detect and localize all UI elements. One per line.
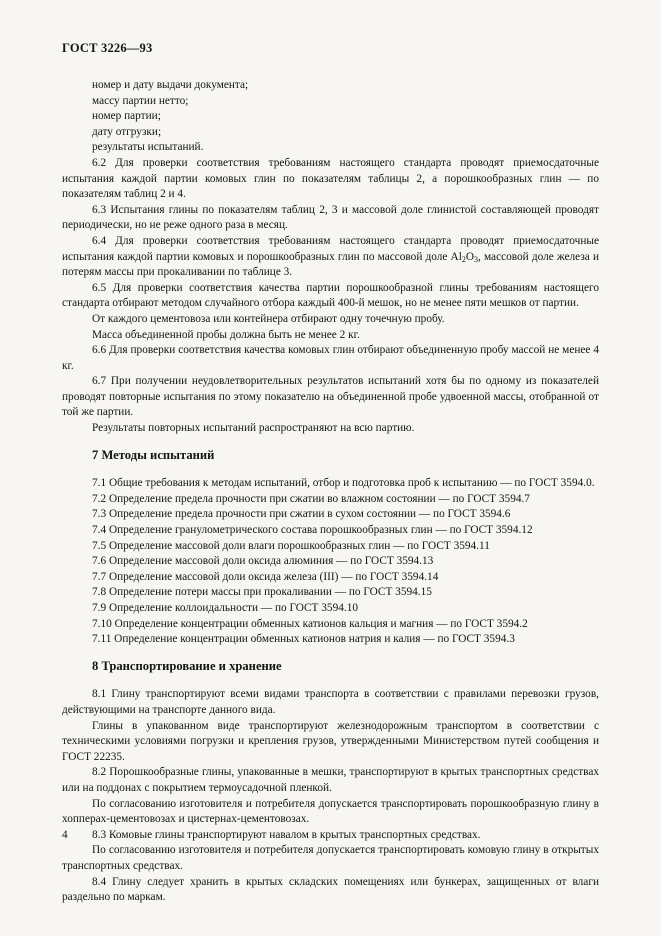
paragraph-6-7-b: Результаты повторных испытаний распространяют на всю партию.: [92, 422, 415, 435]
paragraph-8-2-b: По согласованию изготовителя и потребителя допускается транспортировать порошкообразную глину в хопперах-цементовозах и цистернах-цементовозах.: [62, 797, 599, 826]
paragraph-8-3: 8.3 Комовые глины транспортируют навалом в крытых транспортных средствах.: [92, 828, 481, 841]
list-item: дату отгрузки;: [92, 125, 162, 138]
document-body: [62, 78, 599, 906]
paragraph-8-3-b: По согласованию изготовителя и потребителя допускается транспортировать комовую глину в открытых транспортных средствах.: [62, 844, 599, 872]
subscript-3: 3: [474, 254, 479, 264]
document-header: ГОСТ 3226—93: [62, 41, 153, 55]
section-7-title: 7 Методы испытаний: [92, 447, 215, 462]
paragraph-6-2: 6.2 Для проверки соответствия требованиям настоящего стандарта проводят приемосдаточные испытания каждой партии комовых глин по показателям таблицы 2, а порошкообразных глин — по показателям таблиц 2 и 4.: [62, 156, 599, 201]
list-item: номер партии;: [92, 110, 161, 123]
list-item: 7.10 Определение концентрации обменных катионов кальция и магния — по ГОСТ 3594.2: [92, 617, 528, 630]
subscript-2: 2: [461, 254, 466, 264]
list-item: 7.7 Определение массовой доли оксида железа (III) — по ГОСТ 3594.14: [92, 570, 439, 583]
list-item: 7.9 Определение коллоидальности — по ГОСТ 3594.10: [92, 602, 358, 614]
list-item: 7.2 Определение предела прочности при сжатии во влажном состоянии — по ГОСТ 3594.7: [92, 492, 530, 505]
paragraph-6-4-text-b: O: [465, 250, 475, 263]
paragraph-6-7: 6.7 При получении неудовлетворительных результатов испытаний хотя бы по одному из показателей проводят повторные испытания по этому показателю на объединенной пробе удвоенной массы, отобранной от той же партии.: [62, 375, 599, 419]
paragraph-8-1-b: Глины в упакованном виде транспортируют железнодорожным транспортом в соответствии с техническими условиями погрузки и крепления грузов, утвержденными Министерством путей сообщения и ГОСТ 22235.: [62, 719, 599, 763]
paragraph-6-4-text-a: 6.4 Для проверки соответствия требованиям настоящего стандарта проводят приемосдаточные испытания каждой партии комовых и порошкообразных глин по массовой доле Al: [62, 234, 599, 263]
list-item: 7.11 Определение концентрации обменных катионов натрия и калия — по ГОСТ 3594.3: [92, 633, 515, 646]
list-item: результаты испытаний.: [92, 141, 204, 154]
paragraph-6-5-c: Масса объединенной пробы должна быть не менее 2 кг.: [92, 328, 360, 341]
paragraph-7-1: 7.1 Общие требования к методам испытаний, отбор и подготовка проб к испытанию — по ГОСТ 3594.0.: [92, 477, 595, 490]
paragraph-8-1: 8.1 Глину транспортируют всеми видами транспорта в соответствии с правилами перевозки грузов, действующими на транспорте данного вида.: [62, 688, 599, 716]
paragraph-6-6: 6.6 Для проверки соответствия качества комовых глин отбирают объединенную пробу массой не менее 4 кг.: [62, 344, 599, 372]
list-item: 7.5 Определение массовой доли влаги порошкообразных глин — по ГОСТ 3594.11: [92, 539, 490, 552]
paragraph-6-5-b: От каждого цементовоза или контейнера отбирают одну точечную пробу.: [92, 312, 445, 325]
paragraph-8-4: 8.4 Глину следует хранить в крытых складских помещениях или бункерах, защищенных от влаги раздельно по маркам.: [62, 875, 599, 904]
section-7-list: [62, 492, 599, 648]
paragraph-6-4-text-c: , массовой доле железа и потерям массы при прокаливании по таблице 3.: [62, 250, 599, 279]
paragraph-8-2: 8.2 Порошкообразные глины, упакованные в мешки, транспортируют в крытых транспортных средствах или на поддонах с покрытием термоусадочной пленкой.: [62, 766, 599, 794]
list-item: 7.6 Определение массовой доли оксида алюминия — по ГОСТ 3594.13: [92, 555, 434, 568]
list-item: номер и дату выдачи документа;: [92, 79, 249, 91]
section-8-title: 8 Транспортирование и хранение: [92, 658, 282, 673]
paragraph-6-5: 6.5 Для проверки соответствия качества партии порошкообразной глины требованиям настоящего стандарта отбирают методом случайного отбора каждый 400-й мешок, но не менее пяти мешков от партии.: [62, 281, 599, 310]
list-item: 7.8 Определение потери массы при прокаливании — по ГОСТ 3594.15: [92, 586, 432, 599]
list-item: 7.3 Определение предела прочности при сжатии в сухом состоянии — по ГОСТ 3594.6: [92, 508, 511, 521]
list-item: массу партии нетто;: [92, 94, 189, 107]
list-item: 7.4 Определение гранулометрического состава порошкообразных глин — по ГОСТ 3594.12: [92, 524, 533, 537]
paragraph-6-4: [62, 234, 599, 281]
paragraph-6-3: 6.3 Испытания глины по показателям таблиц 2, 3 и массовой доле глинистой составляющей проводят периодически, но не реже одного раза в месяц.: [62, 203, 599, 232]
page-number: 4: [62, 829, 68, 841]
